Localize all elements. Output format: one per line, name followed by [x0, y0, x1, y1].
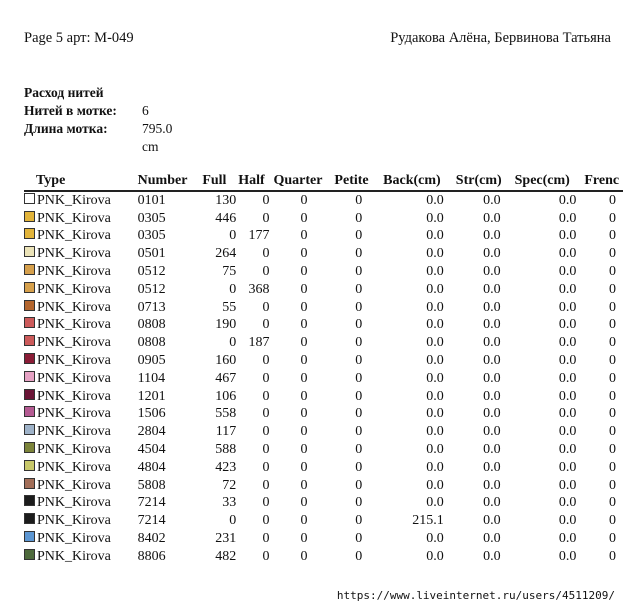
color-swatch [24, 406, 35, 417]
cell-quarter: 0 [300, 548, 308, 564]
cell-petite: 0 [355, 246, 363, 262]
table-row [24, 423, 623, 441]
cell-str: 0.0 [483, 424, 501, 440]
cell-quarter: 0 [300, 459, 308, 475]
cell-half: 0 [262, 531, 270, 547]
table-row [24, 530, 623, 548]
cell-str: 0.0 [483, 210, 501, 226]
cell-str: 0.0 [483, 335, 501, 351]
thread-type: PNK_Kirova [37, 513, 111, 529]
cell-full: 130 [215, 192, 237, 208]
cell-back: 0.0 [426, 495, 444, 511]
cell-full: 55 [222, 299, 237, 315]
cell-str: 0.0 [483, 353, 501, 369]
cell-french: 0 [609, 192, 616, 208]
cell-type [24, 423, 138, 441]
cell-str: 0.0 [483, 246, 501, 262]
cell-back: 0.0 [426, 246, 444, 262]
table-row [24, 495, 623, 513]
cell-french: 0 [609, 459, 616, 475]
cell-str: 0.0 [483, 477, 501, 493]
cell-back: 0.0 [426, 406, 444, 422]
cell-full: 467 [215, 370, 237, 386]
cell-back: 0.0 [426, 442, 444, 458]
cell-full: 264 [215, 246, 237, 262]
cell-back: 0.0 [426, 477, 444, 493]
cell-back: 0.0 [426, 264, 444, 280]
thread-type: PNK_Kirova [37, 210, 111, 226]
table-row [24, 512, 623, 530]
cell-type [24, 512, 138, 530]
cell-french: 0 [609, 442, 616, 458]
cell-str: 0.0 [483, 531, 501, 547]
cell-back: 0.0 [426, 210, 444, 226]
color-swatch [24, 460, 35, 471]
color-swatch [24, 442, 35, 453]
cell-french: 0 [609, 228, 616, 244]
cell-full: 160 [215, 353, 237, 369]
cell-french: 0 [609, 388, 616, 404]
cell-str: 0.0 [483, 406, 501, 422]
cell-french: 0 [609, 477, 616, 493]
table-row [24, 406, 623, 424]
color-swatch [24, 211, 35, 222]
cell-half: 368 [248, 281, 270, 297]
length-value: 795.0 cm [142, 121, 173, 154]
cell-full: 0 [229, 281, 237, 297]
cell-spec: 0.0 [558, 192, 577, 208]
cell-back: 0.0 [426, 317, 444, 333]
col-back: Back(cm) [383, 172, 456, 191]
cell-full: 0 [229, 228, 237, 244]
cell-full: 72 [222, 477, 237, 493]
cell-petite: 0 [355, 477, 363, 493]
cell-spec: 0.0 [558, 228, 577, 244]
cell-str: 0.0 [483, 388, 501, 404]
source-url: https://www.liveinternet.ru/users/4511209/ [336, 589, 615, 602]
cell-petite: 0 [355, 353, 363, 369]
table-row [24, 388, 623, 406]
cell-french: 0 [609, 353, 616, 369]
cell-petite: 0 [355, 335, 363, 351]
color-swatch [24, 246, 35, 257]
cell-type [24, 495, 138, 513]
color-swatch [24, 495, 35, 506]
cell-spec: 0.0 [558, 388, 577, 404]
table-row [24, 477, 623, 495]
cell-back: 0.0 [426, 299, 444, 315]
cell-spec: 0.0 [558, 335, 577, 351]
cell-french: 0 [609, 495, 616, 511]
cell-quarter: 0 [300, 264, 308, 280]
cell-half: 0 [262, 442, 270, 458]
cell-full: 446 [215, 210, 237, 226]
cell-half: 177 [248, 228, 270, 244]
table-header-row [24, 172, 623, 191]
length-label: Длина мотка: [24, 121, 108, 136]
cell-half: 0 [262, 299, 270, 315]
cell-petite: 0 [355, 531, 363, 547]
cell-petite: 0 [355, 264, 363, 280]
cell-petite: 0 [355, 513, 363, 529]
cell-str: 0.0 [483, 192, 501, 208]
thread-type: PNK_Kirova [37, 299, 111, 315]
cell-quarter: 0 [300, 192, 308, 208]
cell-back: 0.0 [426, 353, 444, 369]
cell-back: 0.0 [426, 531, 444, 547]
page-header-left: Page 5 арт: М-049 [24, 30, 134, 46]
cell-quarter: 0 [300, 442, 308, 458]
color-swatch [24, 335, 35, 346]
cell-spec: 0.0 [558, 370, 577, 386]
cell-full: 117 [215, 424, 237, 440]
thread-type: PNK_Kirova [37, 388, 111, 404]
cell-full: 231 [215, 531, 237, 547]
col-str: Str(cm) [456, 172, 515, 191]
col-full: Full [202, 172, 238, 191]
cell-half: 0 [262, 192, 270, 208]
cell-half: 187 [248, 335, 270, 351]
thread-type: PNK_Kirova [37, 495, 111, 511]
cell-petite: 0 [355, 495, 363, 511]
table-row [24, 548, 623, 566]
cell-quarter: 0 [300, 228, 308, 244]
cell-full: 482 [215, 548, 237, 564]
cell-number: 4804 [137, 459, 166, 475]
cell-str: 0.0 [483, 442, 501, 458]
cell-number: 0101 [137, 192, 166, 208]
cell-petite: 0 [355, 317, 363, 333]
table-row [24, 459, 623, 477]
cell-quarter: 0 [300, 370, 308, 386]
thread-type: PNK_Kirova [37, 281, 111, 297]
thread-type: PNK_Kirova [37, 353, 111, 369]
thread-type: PNK_Kirova [37, 548, 111, 564]
table-row [24, 441, 623, 459]
cell-spec: 0.0 [558, 477, 577, 493]
strands-value: 6 [142, 103, 149, 118]
cell-type [24, 281, 138, 299]
cell-back: 0.0 [426, 335, 444, 351]
cell-petite: 0 [355, 370, 363, 386]
thread-type: PNK_Kirova [37, 459, 111, 475]
cell-quarter: 0 [300, 513, 308, 529]
cell-spec: 0.0 [558, 513, 577, 529]
cell-full: 190 [215, 317, 237, 333]
cell-str: 0.0 [483, 495, 501, 511]
cell-spec: 0.0 [558, 459, 577, 475]
thread-type: PNK_Kirova [37, 406, 111, 422]
cell-str: 0.0 [483, 299, 501, 315]
cell-number: 0501 [137, 246, 166, 262]
cell-type [24, 299, 138, 317]
color-swatch [24, 193, 35, 204]
cell-quarter: 0 [300, 246, 308, 262]
table-row [24, 299, 623, 317]
cell-str: 0.0 [483, 370, 501, 386]
cell-quarter: 0 [300, 299, 308, 315]
cell-french: 0 [609, 548, 616, 564]
cell-str: 0.0 [483, 264, 501, 280]
cell-number: 0512 [137, 264, 166, 280]
cell-number: 0305 [137, 210, 166, 226]
cell-str: 0.0 [483, 228, 501, 244]
cell-quarter: 0 [300, 353, 308, 369]
cell-type [24, 441, 138, 459]
cell-french: 0 [609, 299, 616, 315]
cell-number: 7214 [137, 495, 166, 511]
cell-type [24, 548, 138, 566]
cell-full: 106 [215, 388, 237, 404]
cell-number: 5808 [137, 477, 166, 493]
cell-full: 75 [222, 264, 237, 280]
cell-spec: 0.0 [558, 424, 577, 440]
thread-type: PNK_Kirova [37, 442, 111, 458]
cell-type [24, 228, 138, 246]
cell-petite: 0 [355, 406, 363, 422]
cell-french: 0 [609, 406, 616, 422]
cell-full: 423 [215, 459, 237, 475]
cell-type [24, 191, 138, 210]
cell-quarter: 0 [300, 424, 308, 440]
cell-spec: 0.0 [558, 531, 577, 547]
table-row [24, 191, 623, 210]
table-row [24, 245, 623, 263]
table-row [24, 334, 623, 352]
col-french: Frenc [584, 172, 623, 191]
cell-petite: 0 [355, 210, 363, 226]
cell-petite: 0 [355, 228, 363, 244]
cell-half: 0 [262, 513, 270, 529]
thread-type: PNK_Kirova [37, 531, 111, 547]
cell-number: 0808 [137, 335, 166, 351]
cell-type [24, 334, 138, 352]
cell-number: 8806 [137, 548, 166, 564]
thread-type: PNK_Kirova [37, 335, 111, 351]
color-swatch [24, 531, 35, 542]
cell-quarter: 0 [300, 495, 308, 511]
cell-petite: 0 [355, 548, 363, 564]
thread-type: PNK_Kirova [37, 246, 111, 262]
cell-quarter: 0 [300, 388, 308, 404]
cell-type [24, 459, 138, 477]
cell-full: 0 [229, 335, 237, 351]
col-quarter: Quarter [273, 172, 334, 191]
color-swatch [24, 317, 35, 328]
cell-half: 0 [262, 406, 270, 422]
cell-french: 0 [609, 335, 616, 351]
cell-half: 0 [262, 264, 270, 280]
cell-back: 0.0 [426, 192, 444, 208]
cell-number: 0512 [137, 281, 166, 297]
thread-table [24, 172, 623, 566]
cell-number: 0905 [137, 353, 166, 369]
cell-number: 4504 [137, 442, 166, 458]
cell-spec: 0.0 [558, 548, 577, 564]
page-header-authors: Рудакова Алёна, Бервинова Татьяна [390, 30, 611, 46]
cell-french: 0 [609, 210, 616, 226]
thread-table-body [24, 191, 623, 566]
cell-number: 0713 [137, 299, 166, 315]
cell-half: 0 [262, 424, 270, 440]
cell-back: 0.0 [426, 388, 444, 404]
cell-half: 0 [262, 353, 270, 369]
cell-back: 0.0 [426, 281, 444, 297]
color-swatch [24, 300, 35, 311]
cell-spec: 0.0 [558, 281, 577, 297]
color-swatch [24, 228, 35, 239]
cell-type [24, 352, 138, 370]
thread-type: PNK_Kirova [37, 424, 111, 440]
cell-quarter: 0 [300, 531, 308, 547]
cell-spec: 0.0 [558, 353, 577, 369]
cell-half: 0 [262, 548, 270, 564]
table-row [24, 352, 623, 370]
cell-full: 558 [215, 406, 237, 422]
cell-petite: 0 [355, 192, 363, 208]
cell-quarter: 0 [300, 281, 308, 297]
cell-petite: 0 [355, 442, 363, 458]
cell-number: 1506 [137, 406, 166, 422]
table-row [24, 263, 623, 281]
cell-spec: 0.0 [558, 246, 577, 262]
cell-half: 0 [262, 370, 270, 386]
cell-number: 0808 [137, 317, 166, 333]
color-swatch [24, 513, 35, 524]
cell-french: 0 [609, 281, 616, 297]
table-row [24, 370, 623, 388]
cell-french: 0 [609, 531, 616, 547]
cell-number: 0305 [137, 228, 166, 244]
cell-half: 0 [262, 495, 270, 511]
color-swatch [24, 282, 35, 293]
cell-half: 0 [262, 210, 270, 226]
cell-half: 0 [262, 246, 270, 262]
cell-type [24, 245, 138, 263]
col-spec: Spec(cm) [515, 172, 585, 191]
cell-number: 1104 [137, 370, 166, 386]
cell-back: 0.0 [426, 424, 444, 440]
cell-quarter: 0 [300, 317, 308, 333]
col-petite: Petite [334, 172, 383, 191]
cell-quarter: 0 [300, 210, 308, 226]
cell-type [24, 406, 138, 424]
cell-half: 0 [262, 459, 270, 475]
cell-spec: 0.0 [558, 406, 577, 422]
summary-title: Расход нитей [24, 85, 104, 100]
cell-type [24, 210, 138, 228]
cell-petite: 0 [355, 459, 363, 475]
cell-half: 0 [262, 477, 270, 493]
thread-type: PNK_Kirova [37, 264, 111, 280]
thread-summary [24, 84, 173, 154]
cell-half: 0 [262, 317, 270, 333]
cell-spec: 0.0 [558, 210, 577, 226]
cell-str: 0.0 [483, 459, 501, 475]
cell-back: 0.0 [426, 228, 444, 244]
cell-type [24, 317, 138, 335]
cell-spec: 0.0 [558, 442, 577, 458]
strands-label: Нитей в мотке: [24, 103, 117, 118]
cell-full: 33 [222, 495, 237, 511]
thread-type: PNK_Kirova [37, 317, 111, 333]
cell-spec: 0.0 [558, 317, 577, 333]
color-swatch [24, 389, 35, 400]
cell-french: 0 [609, 264, 616, 280]
cell-french: 0 [609, 513, 616, 529]
cell-french: 0 [609, 424, 616, 440]
cell-type [24, 388, 138, 406]
col-half: Half [238, 172, 273, 191]
cell-french: 0 [609, 317, 616, 333]
cell-back: 0.0 [426, 548, 444, 564]
col-number: Number [138, 172, 203, 191]
thread-type: PNK_Kirova [37, 192, 111, 208]
thread-type: PNK_Kirova [37, 477, 111, 493]
cell-spec: 0.0 [558, 299, 577, 315]
cell-type [24, 370, 138, 388]
color-swatch [24, 353, 35, 364]
cell-type [24, 530, 138, 548]
cell-back: 0.0 [426, 459, 444, 475]
cell-spec: 0.0 [558, 495, 577, 511]
cell-petite: 0 [355, 281, 363, 297]
table-row [24, 281, 623, 299]
cell-str: 0.0 [483, 548, 501, 564]
thread-type: PNK_Kirova [37, 370, 111, 386]
thread-type: PNK_Kirova [37, 228, 111, 244]
cell-type [24, 263, 138, 281]
cell-str: 0.0 [483, 281, 501, 297]
color-swatch [24, 371, 35, 382]
color-swatch [24, 549, 35, 560]
cell-full: 588 [215, 442, 237, 458]
cell-quarter: 0 [300, 335, 308, 351]
color-swatch [24, 478, 35, 489]
table-row [24, 228, 623, 246]
cell-str: 0.0 [483, 317, 501, 333]
cell-str: 0.0 [483, 513, 501, 529]
cell-petite: 0 [355, 299, 363, 315]
cell-petite: 0 [355, 424, 363, 440]
color-swatch [24, 424, 35, 435]
cell-back: 215.1 [412, 513, 444, 529]
cell-half: 0 [262, 388, 270, 404]
cell-back: 0.0 [426, 370, 444, 386]
col-type: Type [24, 172, 138, 191]
cell-number: 8402 [137, 531, 166, 547]
cell-quarter: 0 [300, 406, 308, 422]
cell-spec: 0.0 [558, 264, 577, 280]
cell-full: 0 [229, 513, 237, 529]
color-swatch [24, 264, 35, 275]
table-row [24, 317, 623, 335]
cell-quarter: 0 [300, 477, 308, 493]
cell-french: 0 [609, 246, 616, 262]
cell-number: 1201 [137, 388, 166, 404]
cell-french: 0 [609, 370, 616, 386]
cell-number: 7214 [137, 513, 166, 529]
table-row [24, 210, 623, 228]
cell-petite: 0 [355, 388, 363, 404]
cell-type [24, 477, 138, 495]
cell-number: 2804 [137, 424, 166, 440]
